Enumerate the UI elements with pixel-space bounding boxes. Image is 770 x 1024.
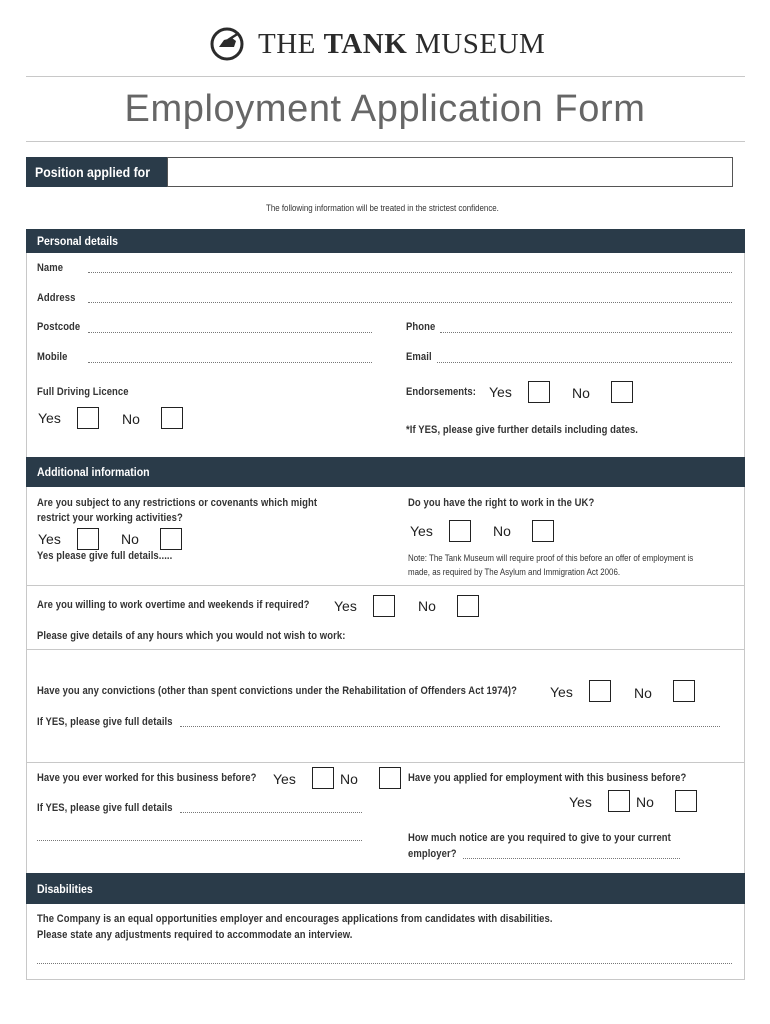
disabilities-field[interactable] [37,963,732,964]
mobile-field[interactable] [88,362,372,363]
overtime-no-label: No [418,598,436,614]
licence-no-checkbox[interactable] [161,407,183,429]
convictions-no-checkbox[interactable] [673,680,695,702]
restrictions-details-label: Yes please give full details..... [37,550,173,562]
applied-before-question: Have you applied for employment with this business before? [408,772,687,784]
tank-logo-icon [210,27,244,61]
right-to-work-yes-label: Yes [410,523,433,539]
disabilities-header: Disabilities [26,873,745,904]
endorsements-no-checkbox[interactable] [611,381,633,403]
endorsements-yes-label: Yes [489,384,512,400]
restrictions-no-label: No [121,531,139,547]
hours-question: Please give details of any hours which you would not wish to work: [37,630,346,642]
right-to-work-note-2: made, as required by The Asylum and Immigration Act 2006. [408,567,621,577]
confidential-note: The following information will be treated in the strictest confidence. [266,203,499,213]
applied-before-no-checkbox[interactable] [675,790,697,812]
right-to-work-no-checkbox[interactable] [532,520,554,542]
right-to-work-note-1: Note: The Tank Museum will require proof of this before an offer of employment is [408,553,694,563]
worked-before-no-label: No [340,771,358,787]
licence-yes-checkbox[interactable] [77,407,99,429]
endorsement-note: *If YES, please give further details including dates. [406,424,639,436]
address-label: Address [37,292,76,304]
worked-before-no-checkbox[interactable] [379,767,401,789]
brand-the: THE [258,28,316,60]
divider-3 [26,762,745,763]
restrictions-no-checkbox[interactable] [160,528,182,550]
brand-museum: MUSEUM [415,28,546,60]
notice-question-1: How much notice are you required to give to your current [408,832,671,844]
brand-tank: TANK [323,28,408,60]
personal-details-header: Personal details [26,229,745,253]
overtime-no-checkbox[interactable] [457,595,479,617]
phone-field[interactable] [440,332,732,333]
convictions-yes-label: Yes [550,684,573,700]
header-divider [26,76,745,77]
driving-licence-label: Full Driving Licence [37,386,129,398]
worked-before-details-field-2[interactable] [37,840,362,841]
title-divider [26,141,745,142]
convictions-question: Have you any convictions (other than spent convictions under the Rehabilitation of Offenders Act 1974)? [37,685,518,697]
worked-before-yes-checkbox[interactable] [312,767,334,789]
divider-1 [26,585,745,586]
applied-before-yes-checkbox[interactable] [608,790,630,812]
licence-no-label: No [122,411,140,427]
phone-label: Phone [406,321,436,333]
mobile-label: Mobile [37,351,68,363]
additional-info-header: Additional information [26,457,745,487]
endorsements-label: Endorsements: [406,386,476,398]
right-to-work-question: Do you have the right to work in the UK? [408,497,595,509]
name-label: Name [37,262,64,274]
convictions-no-label: No [634,685,652,701]
position-label: Position applied for [26,157,167,187]
postcode-label: Postcode [37,321,81,333]
applied-before-yes-label: Yes [569,794,592,810]
convictions-details-label: If YES, please give full details [37,716,173,728]
restrictions-yes-checkbox[interactable] [77,528,99,550]
position-input[interactable] [167,157,733,187]
restrictions-yes-label: Yes [38,531,61,547]
worked-before-question: Have you ever worked for this business before? [37,772,257,784]
endorsements-yes-checkbox[interactable] [528,381,550,403]
address-field[interactable] [88,302,732,303]
restrictions-question-2: restrict your working activities? [37,512,183,524]
email-field[interactable] [437,362,732,363]
overtime-yes-label: Yes [334,598,357,614]
overtime-question: Are you willing to work overtime and weekends if required? [37,599,310,611]
form-title: Employment Application Form [124,88,646,130]
endorsements-no-label: No [572,385,590,401]
disabilities-text-2: Please state any adjustments required to accommodate an interview. [37,929,353,941]
email-label: Email [406,351,432,363]
convictions-details-field[interactable] [180,726,720,727]
divider-2 [26,649,745,650]
licence-yes-label: Yes [38,410,61,426]
convictions-yes-checkbox[interactable] [589,680,611,702]
notice-question-2: employer? [408,848,457,860]
notice-field[interactable] [463,858,680,859]
right-to-work-no-label: No [493,523,511,539]
postcode-field[interactable] [88,332,372,333]
worked-before-yes-label: Yes [273,771,296,787]
right-to-work-yes-checkbox[interactable] [449,520,471,542]
restrictions-question-1: Are you subject to any restrictions or covenants which might [37,497,318,509]
overtime-yes-checkbox[interactable] [373,595,395,617]
worked-before-details-label: If YES, please give full details [37,802,173,814]
name-field[interactable] [88,272,732,273]
applied-before-no-label: No [636,794,654,810]
museum-logo [210,27,560,61]
worked-before-details-field[interactable] [180,812,362,813]
disabilities-text-1: The Company is an equal opportunities employer and encourages applications from candidates with disabilities. [37,913,553,925]
